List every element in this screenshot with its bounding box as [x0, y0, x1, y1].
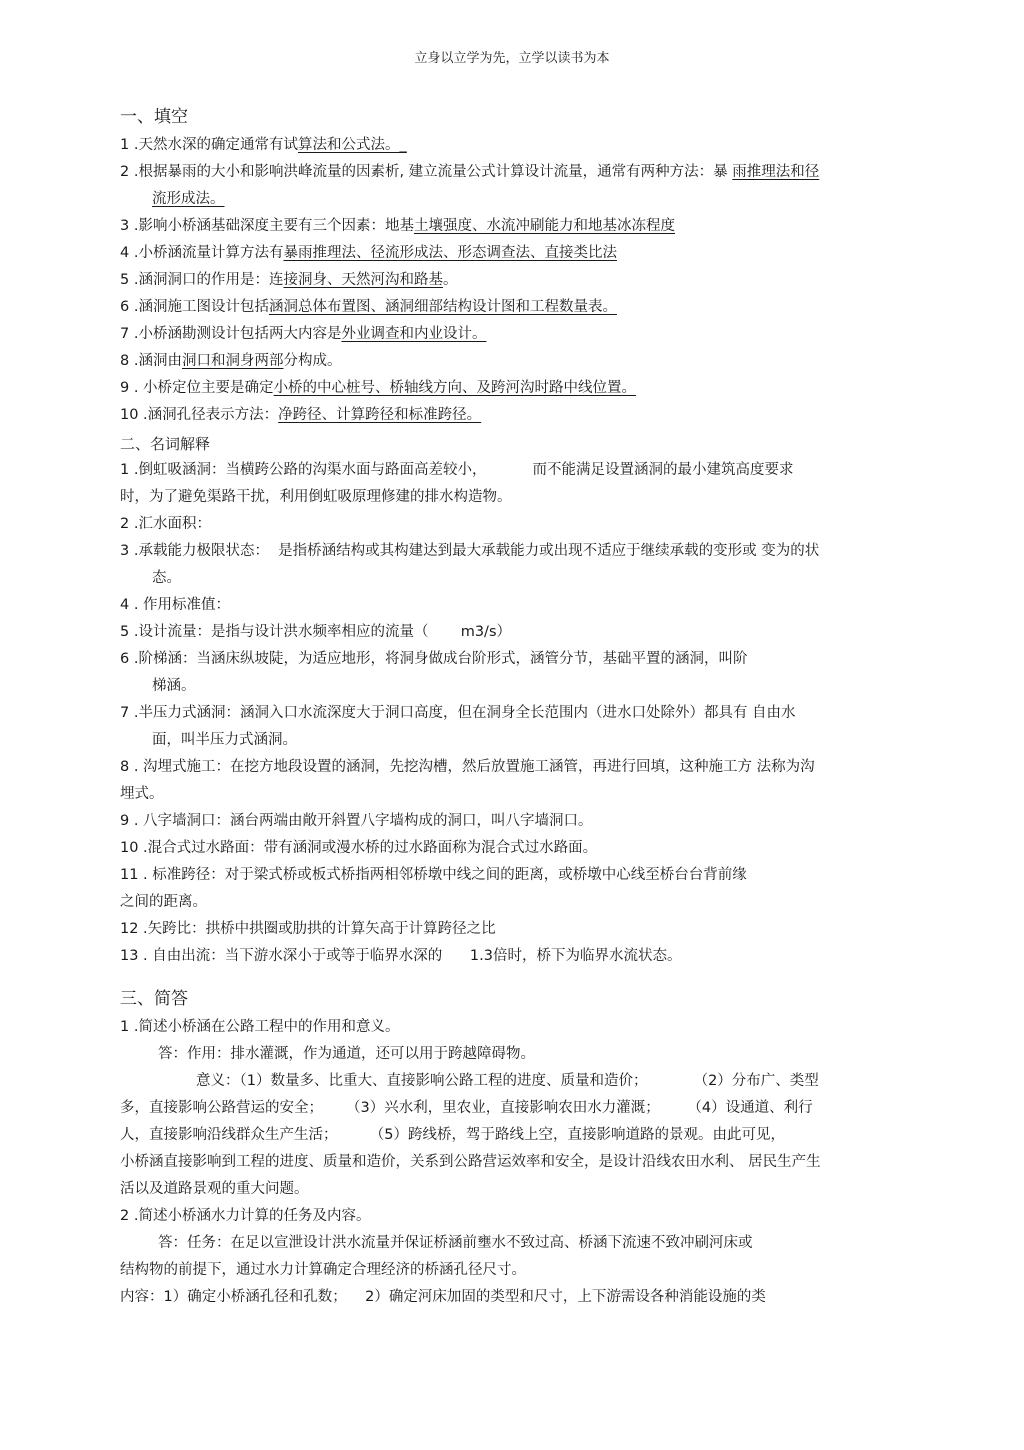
item-text-end: 。 — [442, 272, 458, 288]
fill-blank-item — [120, 132, 910, 159]
item-text: 10 .涵洞孔径表示方法： — [120, 407, 279, 423]
fill-blank-list — [120, 132, 910, 429]
definition-line: 9 . 八字墙洞口：涵台两端由敞开斜置八字墙构成的洞口，叫八字墙洞口。 — [120, 813, 593, 829]
definition-line: 7 .半压力式涵洞：涵洞入口水流深度大于洞口高度，但在洞身全长范围内（进水口处除外）都具有 自由水 — [120, 705, 796, 721]
item-answer: 雨推理法和径 — [732, 164, 820, 180]
answer-line: 意义：（1）数量多、比重大、直接影响公路工程的进度、质量和造价； （2）分布广、类型 — [196, 1073, 819, 1089]
fill-blank-item — [120, 402, 910, 429]
item-answer: 洞口和洞身两部 — [181, 353, 284, 369]
answer-line: 2 .简述小桥涵水力计算的任务及内容。 — [120, 1208, 371, 1224]
item-answer: 接洞身、天然河沟和路基 — [283, 272, 443, 288]
item-answer: 算法和公式法。_ — [297, 137, 407, 153]
item-answer: 流形成法。 — [152, 191, 225, 207]
answer-line: 人，直接影响沿线群众生产生活； （5）跨线桥，驾于路线上空，直接影响道路的景观。由此可见， — [120, 1127, 785, 1143]
definition-line: 4 . 作用标准值： — [120, 597, 231, 613]
definition-line: 10 .混合式过水路面：带有涵洞或漫水桥的过水路面称为混合式过水路面。 — [120, 840, 598, 856]
fill-blank-item — [120, 186, 910, 213]
item-text: 9 . 小桥定位主要是确定 — [120, 380, 274, 396]
page-header: 立身以立学为先，立学以读书为本 — [414, 51, 610, 66]
answer-line: 活以及道路景观的重大问题。 — [120, 1181, 309, 1197]
fill-blank-item — [120, 348, 910, 375]
definition-line: 态。 — [152, 570, 181, 586]
definition-line: 时，为了避免渠路干扰，利用倒虹吸原理修建的排水构造物。 — [120, 489, 512, 505]
answer-line: 结构物的前提下，通过水力计算确定合理经济的桥涵孔径尺寸。 — [120, 1262, 526, 1278]
short-answer-list — [120, 1014, 910, 1311]
definition-line: 12 .矢跨比：拱桥中拱圈或肋拱的计算矢高于计算跨径之比 — [120, 921, 496, 937]
definition-line: 埋式。 — [120, 786, 164, 802]
answer-line: 1 .简述小桥涵在公路工程中的作用和意义。 — [120, 1019, 400, 1035]
item-answer: 涵洞总体布置图、涵洞细部结构设计图和工程数量表。 — [268, 299, 617, 315]
definition-line: 8 . 沟埋式施工：在挖方地段设置的涵洞，先挖沟槽，然后放置施工涵管，再进行回填，这种施工方 法称为沟 — [120, 759, 815, 775]
item-answer: 暴雨推理法、径流形成法、形态调查法、直接类比法 — [283, 245, 617, 261]
fill-blank-item — [120, 267, 910, 294]
definition-line: 梯涵。 — [152, 678, 196, 694]
answer-line: 内容：1）确定小桥涵孔径和孔数； 2）确定河床加固的类型和尺寸，上下游需设各种消能设施的类 — [120, 1289, 766, 1305]
item-text-end: 分构成。 — [283, 353, 342, 369]
section-gap — [120, 970, 910, 982]
definition-line: 6 .阶梯涵：当涵床纵坡陡，为适应地形，将洞身做成台阶形式，涵管分节，基础平置的涵洞，叫阶 — [120, 651, 748, 667]
fill-blank-item — [120, 240, 910, 267]
item-text: 4 .小桥涵流量计算方法有 — [120, 245, 284, 261]
item-answer: 小桥的中心桩号、桥轴线方向、及跨河沟时路中线位置。 — [273, 380, 637, 396]
item-text: 8 .涵洞由 — [120, 353, 182, 369]
fill-blank-item — [120, 213, 910, 240]
definition-line: 3 .承载能力极限状态： 是指桥涵结构或其构建达到最大承载能力或出现不适应于继续承载的变形或 变为的状 — [120, 543, 820, 559]
definition-line: 之间的距离。 — [120, 894, 207, 910]
item-text: 7 .小桥涵勘测设计包括两大内容是 — [120, 326, 342, 342]
definition-line: 11 . 标准跨径：对于梁式桥或板式桥指两相邻桥墩中线之间的距离，或桥墩中心线至桥台台背前缘 — [120, 867, 747, 883]
definition-line: 1 .倒虹吸涵洞：当横跨公路的沟渠水面与路面高差较小， 而不能满足设置涵洞的最小建筑高度要求 — [120, 462, 794, 478]
answer-line: 小桥涵直接影响到工程的进度、质量和造价，关系到公路营运效率和安全，是设计沿线农田水利、 居民生产生 — [120, 1154, 821, 1170]
item-text: 6 .涵洞施工图设计包括 — [120, 299, 269, 315]
section-title-fill-blank: 一、填空 — [120, 107, 188, 127]
definition-line: 2 .汇水面积： — [120, 516, 211, 532]
definition-line: 面，叫半压力式涵洞。 — [152, 732, 297, 748]
section-title-short-answer: 三、简答 — [120, 989, 188, 1009]
definition-line: 5 .设计流量：是指与设计洪水频率相应的流量（ m3/s） — [120, 624, 511, 640]
document-body — [120, 100, 910, 1311]
definition-line: 13 . 自由出流：当下游水深小于或等于临界水深的 1.3倍时，桥下为临界水流状态。 — [120, 948, 682, 964]
fill-blank-item — [120, 375, 910, 402]
item-text: 5 .涵洞洞口的作用是：连 — [120, 272, 284, 288]
fill-blank-item — [120, 159, 910, 186]
answer-line: 答：作用：排水灌溉，作为通道，还可以用于跨越障碍物。 — [158, 1046, 535, 1062]
section-title-definitions: 二、名词解释 — [120, 435, 211, 453]
fill-blank-item — [120, 294, 910, 321]
item-answer: 外业调查和内业设计。 — [341, 326, 487, 342]
item-text: 3 .影响小桥涵基础深度主要有三个因素：地基 — [120, 218, 414, 234]
item-answer: 土壤强度、水流冲刷能力和地基冰冻程度 — [413, 218, 675, 234]
definitions-list — [120, 457, 910, 970]
item-text: 1 .天然水深的确定通常有试 — [120, 137, 298, 153]
item-answer: 净跨径、计算跨径和标准跨径。 — [278, 407, 482, 423]
answer-line: 答：任务：在足以宣泄设计洪水流量并保证桥涵前壅水不致过高、桥涵下流速不致冲刷河床或 — [158, 1235, 753, 1251]
answer-line: 多，直接影响公路营运的安全； （3）兴水利，里农业，直接影响农田水力灌溉； （4）设通道、利行 — [120, 1100, 813, 1116]
fill-blank-item — [120, 321, 910, 348]
item-text: 2 .根据暴雨的大小和影响洪峰流量的因素析, 建立流量公式计算设计流量，通常有两种方法：暴 — [120, 164, 733, 180]
